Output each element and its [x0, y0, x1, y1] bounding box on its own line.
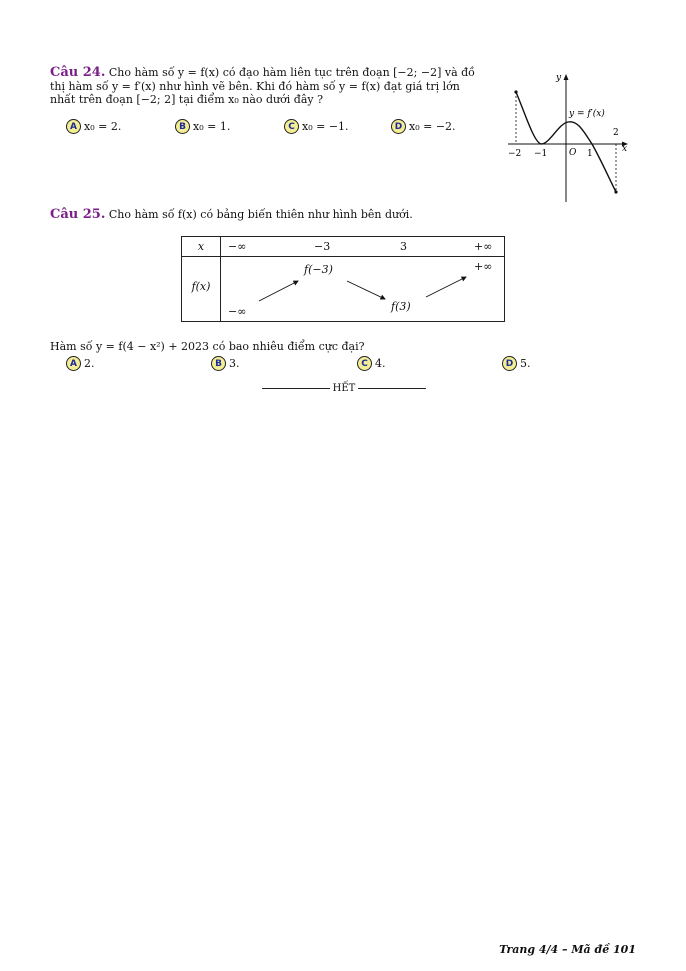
f-value-max: f(−3) — [304, 263, 333, 276]
page-footer: Trang 4/4 – Mã đề 101 — [499, 943, 636, 956]
q24-label: Câu 24. — [50, 65, 106, 80]
x-value-pos-inf: +∞ — [474, 240, 493, 253]
f-value-start: −∞ — [228, 305, 247, 318]
option-letter-badge: A — [66, 356, 81, 371]
y-axis-arrow — [564, 74, 569, 80]
end-rule-right — [358, 388, 426, 389]
x-value-neg-inf: −∞ — [228, 240, 247, 253]
option-letter-badge: D — [502, 356, 517, 371]
variation-arrows — [182, 237, 504, 321]
q25-label: Câu 25. — [50, 207, 106, 222]
arrow-increase-2 — [426, 277, 466, 297]
x-value-neg3: −3 — [314, 240, 331, 253]
f-header-cell: f(x) — [191, 280, 211, 293]
end-rule-left — [262, 388, 330, 389]
option-letter-badge: B — [175, 119, 190, 134]
q24-line3: nhất trên đoạn [−2; 2] tại điểm x₀ nào dưới đây ? — [50, 93, 323, 106]
end-text: HẾT — [332, 383, 356, 394]
x-axis-label: x — [622, 144, 628, 154]
q24-option-b[interactable] — [175, 119, 230, 134]
option-text: x₀ = −2. — [409, 120, 456, 133]
q24-line1 — [50, 66, 495, 80]
arrow-increase-1 — [259, 281, 298, 301]
q25-question: Hàm số y = f(4 − x²) + 2023 có bao nhiêu điểm cực đại? — [50, 340, 365, 353]
curve-label: y = f′(x) — [569, 109, 605, 119]
option-letter-badge: C — [284, 119, 299, 134]
q24-line2: thị hàm số y = f′(x) như hình vẽ bên. Khi đó hàm số y = f(x) đạt giá trị lớn — [50, 79, 460, 93]
option-text: x₀ = 1. — [193, 120, 231, 133]
tick-label-neg2: −2 — [508, 149, 522, 159]
arrow-decrease — [347, 281, 385, 299]
y-axis-label: y — [556, 73, 562, 83]
x-header-cell: x — [197, 240, 205, 253]
option-letter-badge: C — [357, 356, 372, 371]
q25-option-c[interactable] — [357, 356, 386, 371]
tick-label-neg1: −1 — [534, 149, 548, 159]
q24-option-c[interactable] — [284, 119, 349, 134]
q24-line1-text: Cho hàm số y = f(x) có đạo hàm liên tục trên đoạn [−2; −2] và đồ — [108, 66, 475, 79]
endpoint-right — [614, 190, 617, 193]
option-text: x₀ = −1. — [302, 120, 349, 133]
origin-label: O — [569, 148, 577, 158]
option-letter-badge: A — [66, 119, 81, 134]
option-text: 2. — [84, 357, 95, 370]
q25-intro-line — [50, 208, 500, 222]
option-letter-badge: D — [391, 119, 406, 134]
q25-intro-text: Cho hàm số f(x) có bảng biến thiên như hình bên dưới. — [108, 208, 413, 221]
q24-text-block — [50, 66, 495, 107]
f-value-min: f(3) — [391, 300, 411, 313]
tick-label-1: 1 — [587, 149, 593, 159]
q24-option-a[interactable] — [66, 119, 121, 134]
q25-option-d[interactable] — [502, 356, 531, 371]
tick-label-2: 2 — [613, 128, 619, 138]
option-text: x₀ = 2. — [84, 120, 122, 133]
option-text: 3. — [229, 357, 240, 370]
derivative-graph — [500, 68, 640, 208]
q25-option-a[interactable] — [66, 356, 95, 371]
option-text: 5. — [520, 357, 531, 370]
endpoint-left — [514, 90, 517, 93]
option-letter-badge: B — [211, 356, 226, 371]
f-value-end: +∞ — [474, 260, 493, 273]
q25-option-b[interactable] — [211, 356, 240, 371]
option-text: 4. — [375, 357, 386, 370]
end-marker — [262, 383, 426, 394]
variation-table — [181, 236, 505, 322]
x-value-3: 3 — [400, 240, 407, 253]
q24-option-d[interactable] — [391, 119, 456, 134]
